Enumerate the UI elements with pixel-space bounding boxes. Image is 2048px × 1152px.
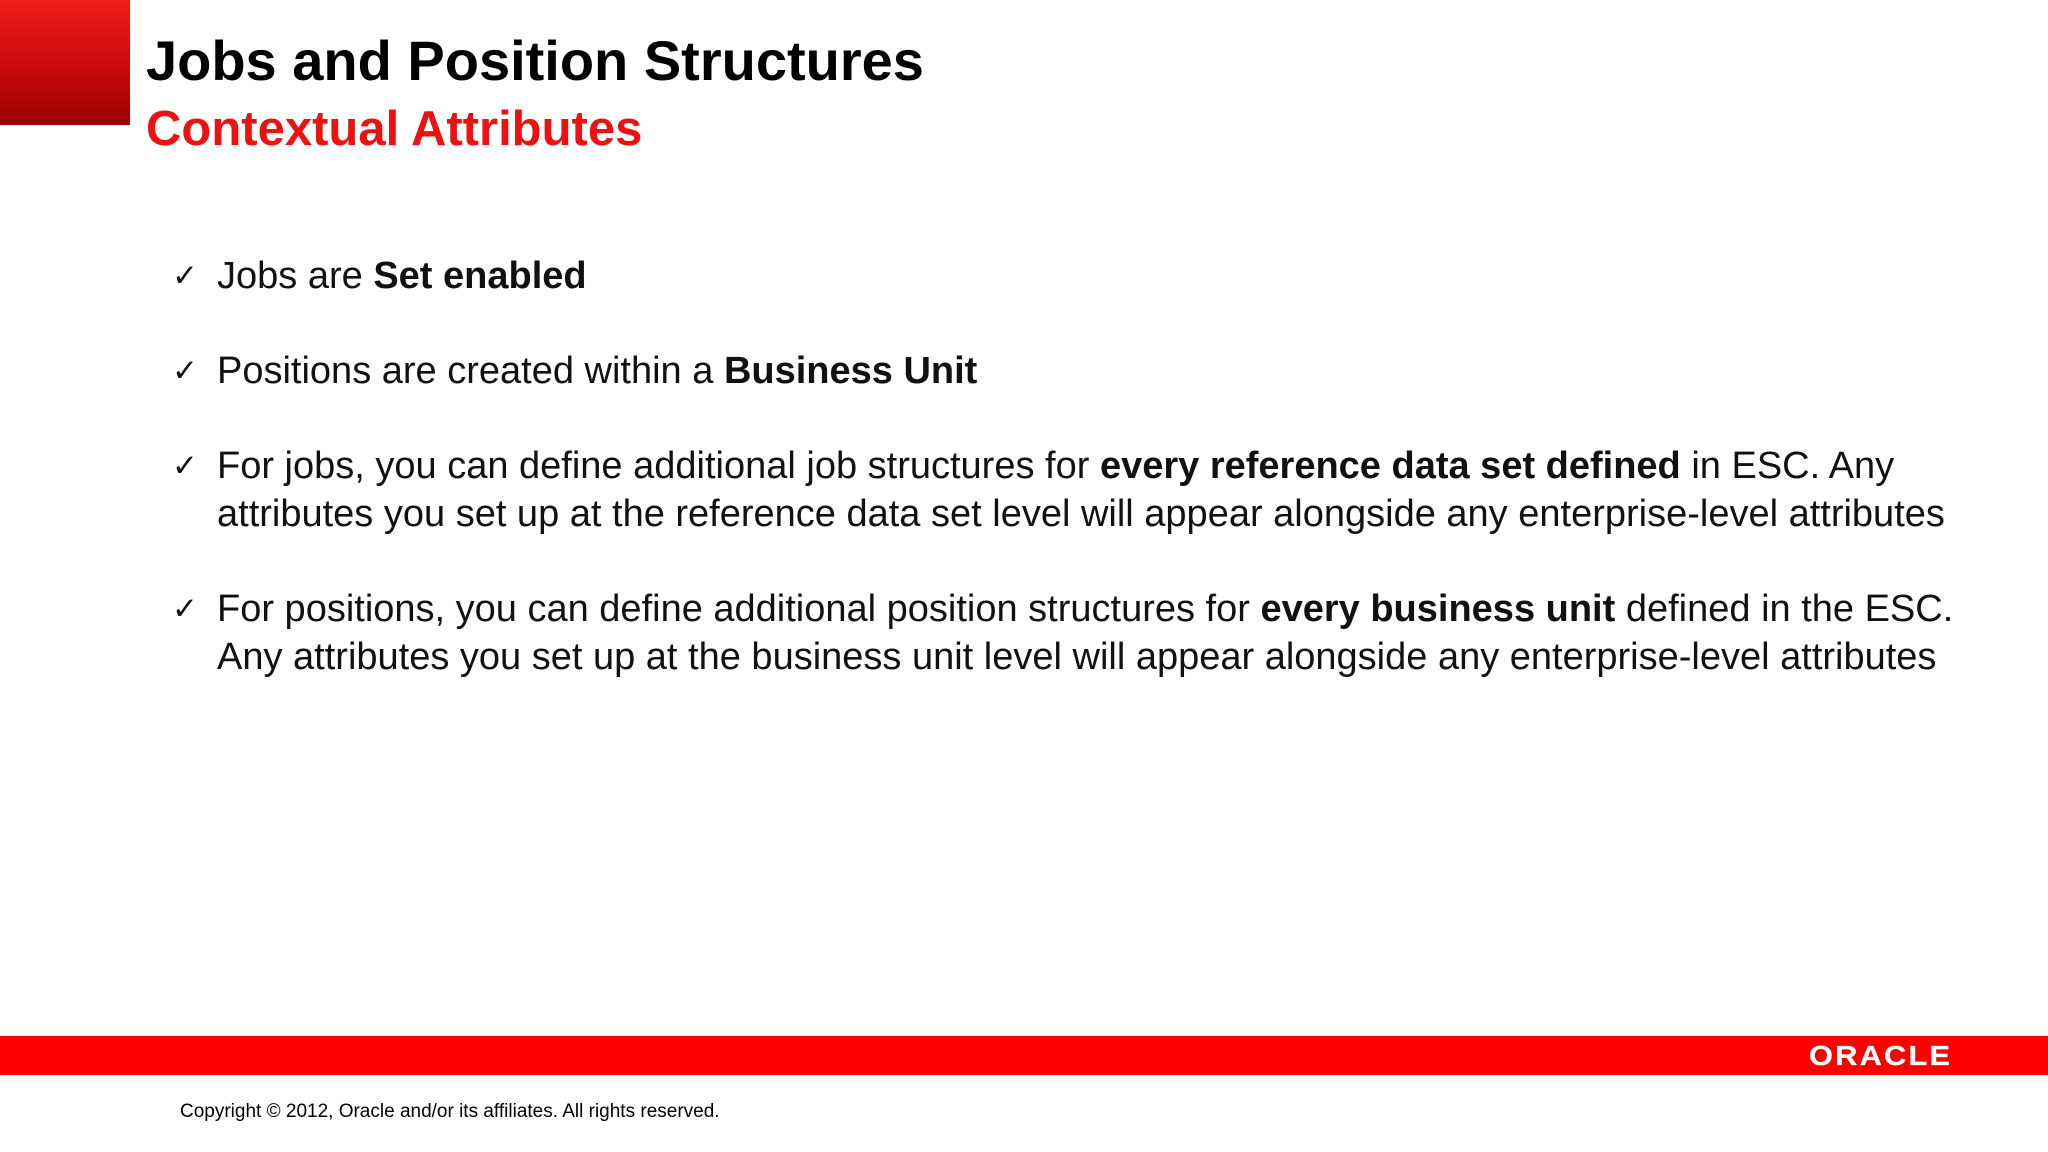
slide-subtitle: Contextual Attributes <box>146 102 643 156</box>
bullet-text: For jobs, you can define additional job structures for <box>217 445 1100 487</box>
check-icon: ✓ <box>172 591 198 627</box>
bullet-bold-text: Business Unit <box>723 350 978 392</box>
bullet-item <box>172 347 1992 395</box>
check-icon: ✓ <box>172 258 198 294</box>
bullet-text-tail: in ESC. Any attributes you set up at the reference data set level will appear alongside any enterprise-level attributes <box>217 445 1945 535</box>
bullet-item <box>172 585 1992 681</box>
oracle-logo: ORACLE <box>1808 1040 1952 1071</box>
bullet-text: For positions, you can define additional position structures for <box>217 588 1261 630</box>
corner-brand-block <box>0 0 130 125</box>
copyright-notice: Copyright © 2012, Oracle and/or its affiliates. All rights reserved. <box>180 1101 720 1122</box>
bullet-bold-text: Set enabled <box>373 255 587 297</box>
check-icon: ✓ <box>172 448 198 484</box>
bullet-item <box>172 442 1992 538</box>
slide-title: Jobs and Position Structures <box>146 29 924 92</box>
bullet-bold-text: every business unit <box>1260 588 1616 630</box>
footer-red-band <box>0 1036 2048 1075</box>
bullet-text-tail: defined in the ESC. Any attributes you set up at the business unit level will appear alongside any enterprise-level attributes <box>217 588 1954 678</box>
bullet-text: Jobs are <box>217 255 374 297</box>
check-icon: ✓ <box>172 353 198 389</box>
bullet-item <box>172 252 1992 300</box>
bullet-text: Positions are created within a <box>217 350 724 392</box>
bullet-bold-text: every reference data set defined <box>1099 445 1681 487</box>
bullet-list <box>172 252 1992 728</box>
